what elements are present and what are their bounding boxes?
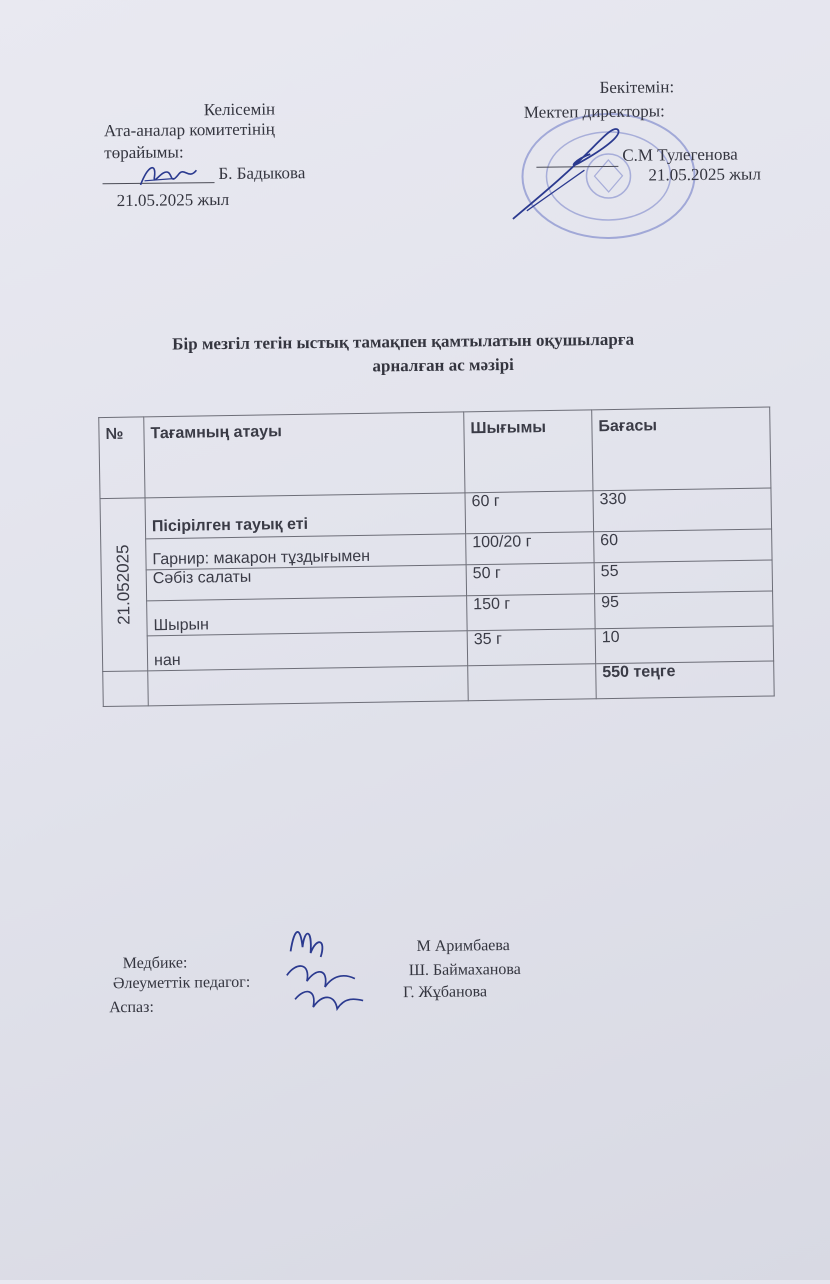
name-nurse: М Аримбаева xyxy=(416,937,510,956)
approval-right-role: Мектеп директоры: xyxy=(523,101,665,122)
header-number: № xyxy=(99,417,145,499)
handwritten-signatures-bottom xyxy=(276,917,369,1018)
dish-name: Гарнир: макарон тұздығымен xyxy=(146,534,466,570)
role-label-nurse: Медбике: xyxy=(122,954,188,973)
handwritten-signature-right xyxy=(506,118,627,229)
handwritten-signature-left xyxy=(134,158,204,193)
approval-left-role-line1: Ата-аналар комитетінің xyxy=(103,119,275,141)
dish-name: Сәбіз салаты xyxy=(146,565,466,601)
dish-yield: 50 г xyxy=(466,563,594,596)
dish-name: нан xyxy=(147,631,468,671)
total-empty-cell xyxy=(148,666,469,706)
total-empty-cell xyxy=(103,671,149,707)
dish-yield: 35 г xyxy=(467,629,596,666)
header-dish-name: Тағамның атауы xyxy=(144,412,465,498)
dish-yield: 100/20 г xyxy=(466,532,594,565)
total-price: 550 теңге xyxy=(596,661,775,699)
total-empty-cell xyxy=(468,664,597,701)
dish-yield: 150 г xyxy=(467,594,596,631)
approval-left-name: Б. Бадыкова xyxy=(218,163,306,184)
approval-right-title: Бекітемін: xyxy=(599,77,675,98)
table-header-row xyxy=(99,407,771,499)
date-cell xyxy=(100,498,148,672)
dish-price: 95 xyxy=(595,591,774,629)
date-label: 21.052025 xyxy=(113,544,134,626)
document-title-line2: арналған ас мәзірі xyxy=(372,354,514,376)
name-cook: Г. Жұбанова xyxy=(402,983,488,1002)
approval-right-name: С.М Тулегенова xyxy=(622,144,738,165)
role-label-cook: Аспаз: xyxy=(109,998,154,1017)
document-title-line1: Бір мезгіл тегін ыстық тамақпен қамтылатын оқушыларға xyxy=(172,329,635,354)
dish-price: 55 xyxy=(594,560,772,594)
role-label-social-pedagogue: Әлеуметтік педагог: xyxy=(112,973,251,993)
name-social-pedagogue: Ш. Баймаханова xyxy=(408,960,521,980)
approval-right-date: 21.05.2025 жыл xyxy=(648,164,761,185)
dish-price: 10 xyxy=(595,626,774,664)
approval-left-title: Келісемін xyxy=(203,99,276,120)
menu-table xyxy=(98,407,774,708)
header-price: Бағасы xyxy=(592,407,771,491)
approval-left-date: 21.05.2025 жыл xyxy=(116,189,230,211)
dish-yield: 60 г xyxy=(465,491,594,534)
dish-name: Пісірілген тауық еті xyxy=(145,493,466,539)
approval-left-role-line2: төрайымы: xyxy=(104,142,184,163)
header-yield: Шығымы xyxy=(464,410,593,493)
dish-price: 330 xyxy=(593,488,772,532)
dish-price: 60 xyxy=(594,529,772,563)
dish-name: Шырын xyxy=(147,596,468,636)
